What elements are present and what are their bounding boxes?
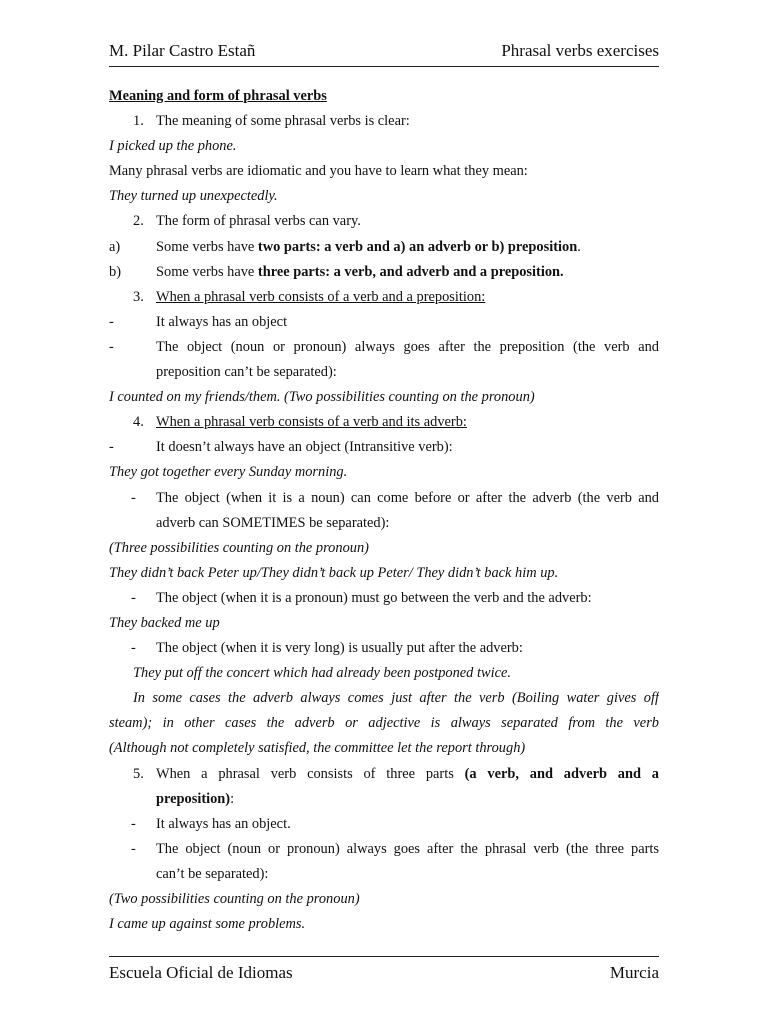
example-sentence: They turned up unexpectedly.: [109, 188, 278, 205]
dash-bullet: -: [109, 439, 114, 456]
item-letter: a): [109, 238, 121, 255]
numbered-item-5: [109, 762, 659, 787]
text-run: When a phrasal verb consists of three parts: [156, 765, 465, 782]
footer-school: Escuela Oficial de Idiomas: [109, 963, 293, 982]
text-run: Some verbs have: [156, 263, 258, 280]
dash-item: [109, 812, 659, 837]
dash-item: [109, 435, 659, 460]
item-text: It always has an object.: [156, 815, 291, 832]
numbered-item-1: [109, 109, 659, 134]
numbered-item-3: [109, 285, 659, 310]
item-text: The form of phrasal verbs can vary.: [156, 213, 361, 230]
item-number: 4.: [133, 414, 144, 431]
numbered-item-2: [109, 209, 659, 234]
numbered-item-continuation: [109, 787, 659, 812]
item-text: [156, 235, 659, 260]
item-number: 2.: [133, 213, 144, 230]
paragraph-line: In some cases the adverb always comes just after the verb (Boiling water gives off: [133, 690, 659, 707]
example-sentence: (Three possibilities counting on the pronoun): [109, 539, 369, 556]
dash-bullet: -: [131, 489, 136, 506]
item-text: [156, 260, 659, 285]
item-text: When a phrasal verb consists of a verb and its adverb:: [156, 414, 467, 431]
example-sentence: They backed me up: [109, 614, 220, 631]
dash-bullet: -: [131, 589, 136, 606]
dash-item: [109, 486, 659, 511]
dash-item: [109, 335, 659, 360]
item-text: The object (when it is a pronoun) must go between the verb and the adverb:: [156, 589, 592, 606]
dash-item: [109, 310, 659, 335]
page-footer: [109, 956, 659, 987]
item-text: adverb can SOMETIMES be separated):: [156, 514, 390, 531]
example-sentence: I came up against some problems.: [109, 916, 306, 933]
item-text: can’t be separated):: [156, 865, 269, 882]
item-text: It always has an object: [156, 313, 288, 330]
lettered-item-b: [109, 260, 659, 285]
dash-bullet: -: [109, 338, 114, 355]
header-document-title: Phrasal verbs exercises: [501, 41, 659, 60]
item-number: 3.: [133, 288, 144, 305]
item-number: 1.: [133, 113, 144, 130]
item-text: The object (when it is a noun) can come before or after the adverb (the verb and: [156, 489, 659, 506]
paragraph-line: steam); in other cases the adverb or adjective is always separated from the verb: [109, 715, 659, 732]
document-body: [109, 84, 659, 937]
item-text: The object (noun or pronoun) always goes after the preposition (the verb and: [156, 338, 659, 355]
dash-item: [109, 636, 659, 661]
item-text: The meaning of some phrasal verbs is clear:: [156, 113, 410, 130]
example-sentence: I counted on my friends/them. (Two possibilities counting on the pronoun): [109, 389, 535, 406]
item-text: The object (when it is very long) is usually put after the adverb:: [156, 640, 523, 657]
paragraph: Many phrasal verbs are idiomatic and you have to learn what they mean:: [109, 163, 528, 180]
item-text: It doesn’t always have an object (Intransitive verb):: [156, 439, 453, 456]
example-sentence: They put off the concert which had already been postponed twice.: [133, 665, 511, 682]
numbered-item-4: [109, 410, 659, 435]
dash-bullet: -: [131, 640, 136, 657]
item-text: [156, 787, 659, 812]
example-sentence: They got together every Sunday morning.: [109, 464, 348, 481]
example-sentence: I picked up the phone.: [109, 138, 237, 155]
bold-text: two parts: a verb and a) an adverb or b) preposition: [257, 238, 578, 255]
item-letter: b): [109, 263, 121, 280]
text-run: Some verbs have: [156, 238, 258, 255]
page-header: [109, 40, 659, 67]
bold-text: (a verb, and adverb and a: [464, 765, 659, 782]
lettered-item-a: [109, 235, 659, 260]
dash-item-continuation: [109, 360, 659, 385]
section-title: Meaning and form of phrasal verbs: [109, 88, 327, 104]
paragraph-line: (Although not completely satisfied, the committee let the report through): [109, 740, 526, 757]
dash-bullet: -: [131, 840, 136, 857]
bold-text: three parts: a verb, and adverb and a preposition.: [257, 263, 564, 280]
item-text: The object (noun or pronoun) always goes after the phrasal verb (the three parts: [156, 840, 659, 857]
text-run: .: [577, 238, 581, 255]
dash-item: [109, 837, 659, 862]
dash-item-continuation: [109, 862, 659, 887]
footer-city: Murcia: [609, 963, 659, 982]
example-sentence: They didn’t back Peter up/They didn’t back up Peter/ They didn’t back him up.: [109, 564, 559, 581]
header-author: M. Pilar Castro Estañ: [109, 41, 256, 60]
item-text: preposition can’t be separated):: [156, 364, 337, 381]
dash-item: [109, 586, 659, 611]
bold-text: preposition): [156, 790, 231, 807]
dash-bullet: -: [109, 313, 114, 330]
item-number: 5.: [133, 765, 144, 782]
dash-bullet: -: [131, 815, 136, 832]
example-sentence: (Two possibilities counting on the pronoun): [109, 891, 360, 907]
dash-item-continuation: [109, 511, 659, 536]
item-text: [156, 762, 659, 787]
text-run: :: [230, 790, 235, 807]
item-text: When a phrasal verb consists of a verb and a preposition:: [156, 288, 486, 305]
